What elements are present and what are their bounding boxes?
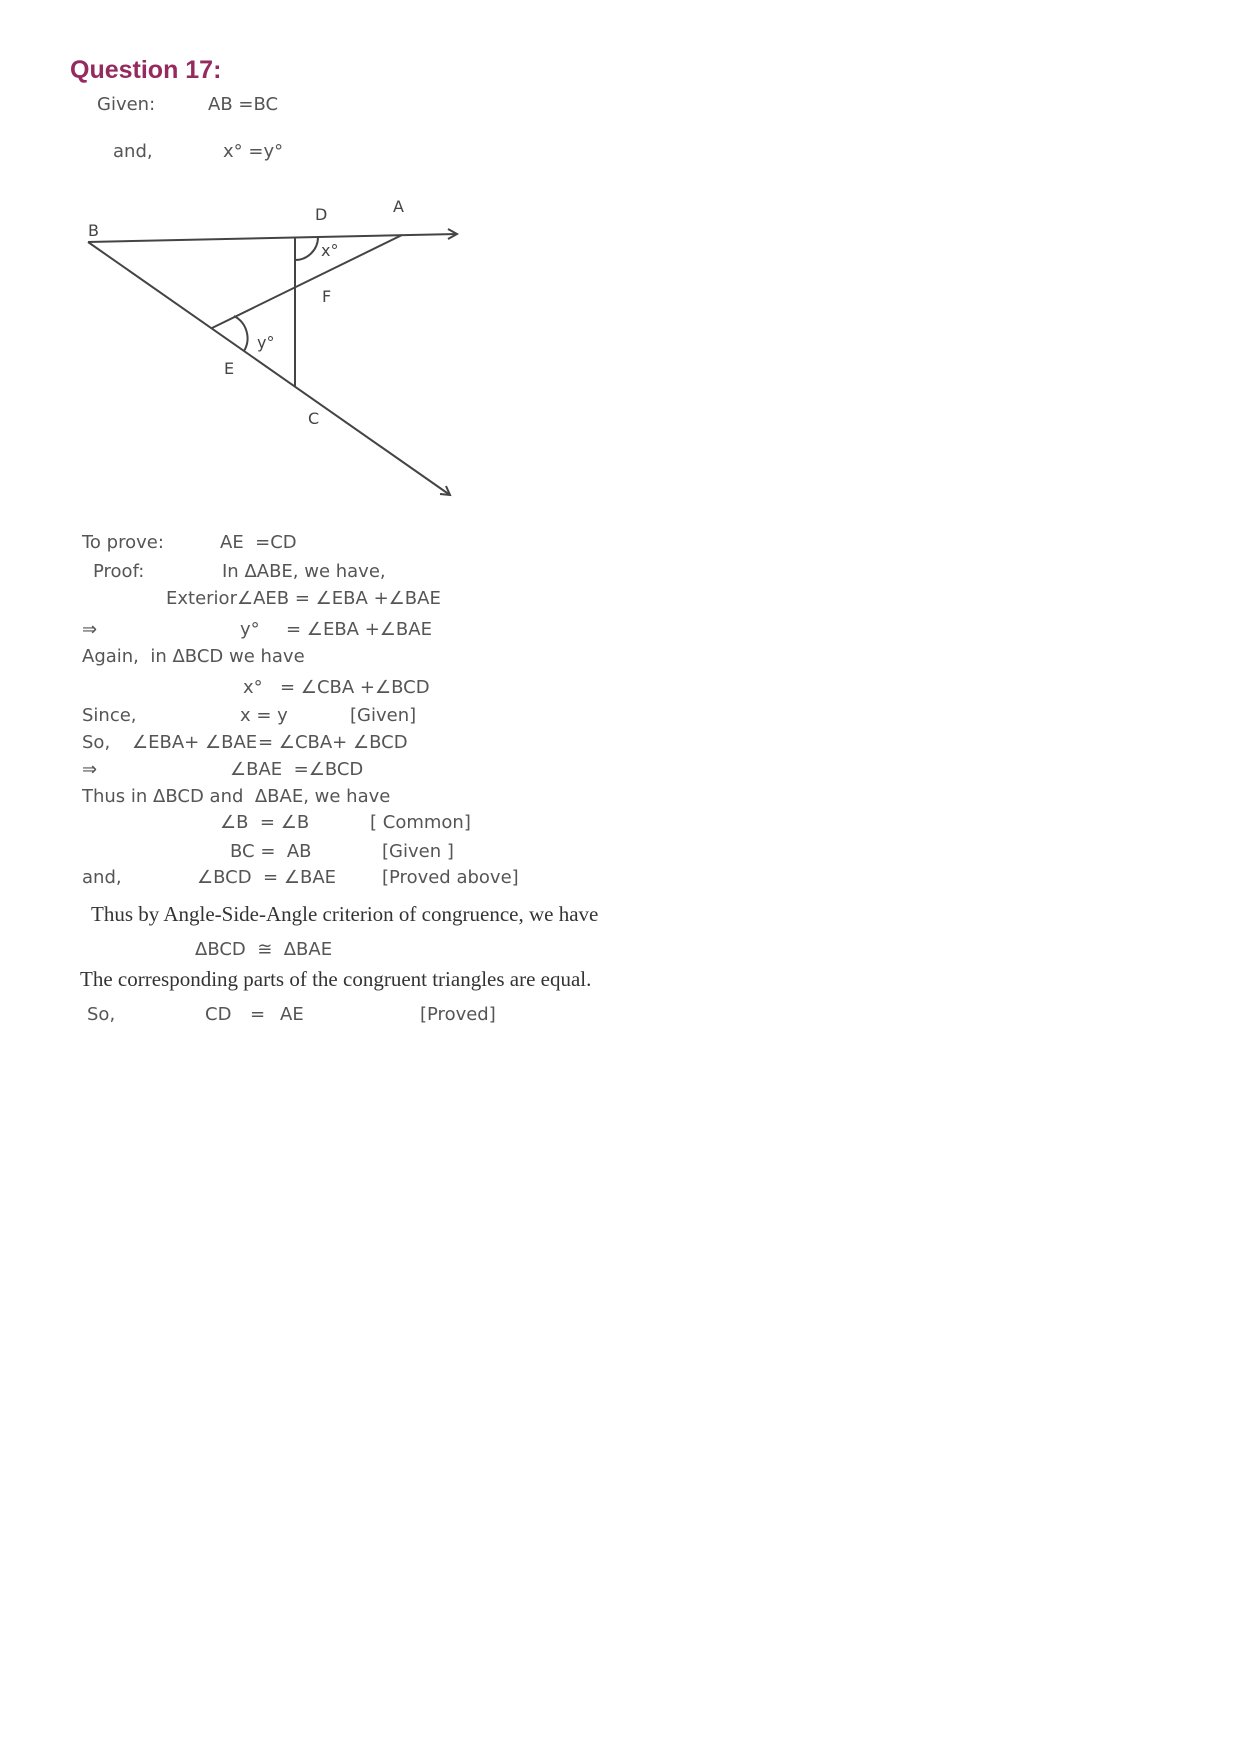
conclusion-rhs: AE <box>280 1004 304 1025</box>
conclusion-label: So, <box>87 1004 116 1025</box>
proof-line-2: Exterior∠AEB = ∠EBA +∠BAE <box>166 588 441 609</box>
to-prove-statement: AE =CD <box>220 532 297 553</box>
conclusion-lhs: CD <box>205 1004 232 1025</box>
proof-line-7-label: So, <box>82 732 111 753</box>
label-c: C <box>308 409 320 428</box>
proof-line-11-reason: [Given ] <box>382 841 454 862</box>
proof-label: Proof: <box>93 561 145 582</box>
proof-line-15: The corresponding parts of the congruent triangles are equal. <box>80 967 592 991</box>
proof-line-6-stmt: x = y <box>240 705 288 726</box>
implies-symbol: ⇒ <box>82 759 98 780</box>
proof-line-11-stmt: BC = AB <box>230 841 312 862</box>
label-y: y° <box>257 333 275 352</box>
proof-line-5-rhs: = ∠CBA +∠BCD <box>280 677 430 698</box>
given-statement-2: x° =y° <box>223 141 284 162</box>
label-x: x° <box>321 241 339 260</box>
label-d: D <box>315 205 328 224</box>
proof-line-1: In ΔABE, we have, <box>222 561 386 582</box>
label-e: E <box>224 359 235 378</box>
implies-symbol: ⇒ <box>82 619 98 640</box>
proof-line-6-label: Since, <box>82 705 137 726</box>
proof-line-9: Thus in ΔBCD and ΔBAE, we have <box>82 786 391 807</box>
given-and: and, <box>113 141 153 162</box>
proof-line-3-lhs: y° <box>240 619 260 640</box>
proof-line-8: ∠BAE =∠BCD <box>230 759 364 780</box>
angle-x-arc <box>295 237 318 260</box>
proof-line-3-rhs: = ∠EBA +∠BAE <box>286 619 432 640</box>
proof-line-13: Thus by Angle-Side-Angle criterion of congruence, we have <box>91 902 599 926</box>
proof-line-7-lhs: ∠EBA+ ∠BAE <box>132 732 258 753</box>
label-f: F <box>322 287 332 306</box>
label-a: A <box>393 197 404 216</box>
proof-line-10-stmt: ∠B = ∠B <box>220 812 310 833</box>
proof-line-10-reason: [ Common] <box>370 812 471 833</box>
conclusion-reason: [Proved] <box>420 1004 496 1025</box>
conclusion-equals: = <box>250 1004 266 1025</box>
proof-line-6-reason: [Given] <box>350 705 417 726</box>
proof-line-4: Again, in ΔBCD we have <box>82 646 305 667</box>
to-prove-label: To prove: <box>82 532 164 553</box>
geometry-diagram <box>0 0 1240 560</box>
given-statement-1: AB =BC <box>208 94 279 115</box>
proof-line-12-reason: [Proved above] <box>382 867 519 888</box>
proof-line-12-label: and, <box>82 867 122 888</box>
proof-line-5-lhs: x° <box>243 677 263 698</box>
line-bc <box>88 242 450 495</box>
proof-line-7-rhs: = ∠CBA+ ∠BCD <box>258 732 408 753</box>
proof-line-12-stmt: ∠BCD = ∠BAE <box>197 867 337 888</box>
given-label: Given: <box>97 94 156 115</box>
question-title: Question 17: <box>70 56 222 84</box>
congruence-statement: ΔBCD ≅ ΔBAE <box>195 939 333 960</box>
line-ae <box>212 235 402 328</box>
label-b: B <box>88 221 99 240</box>
